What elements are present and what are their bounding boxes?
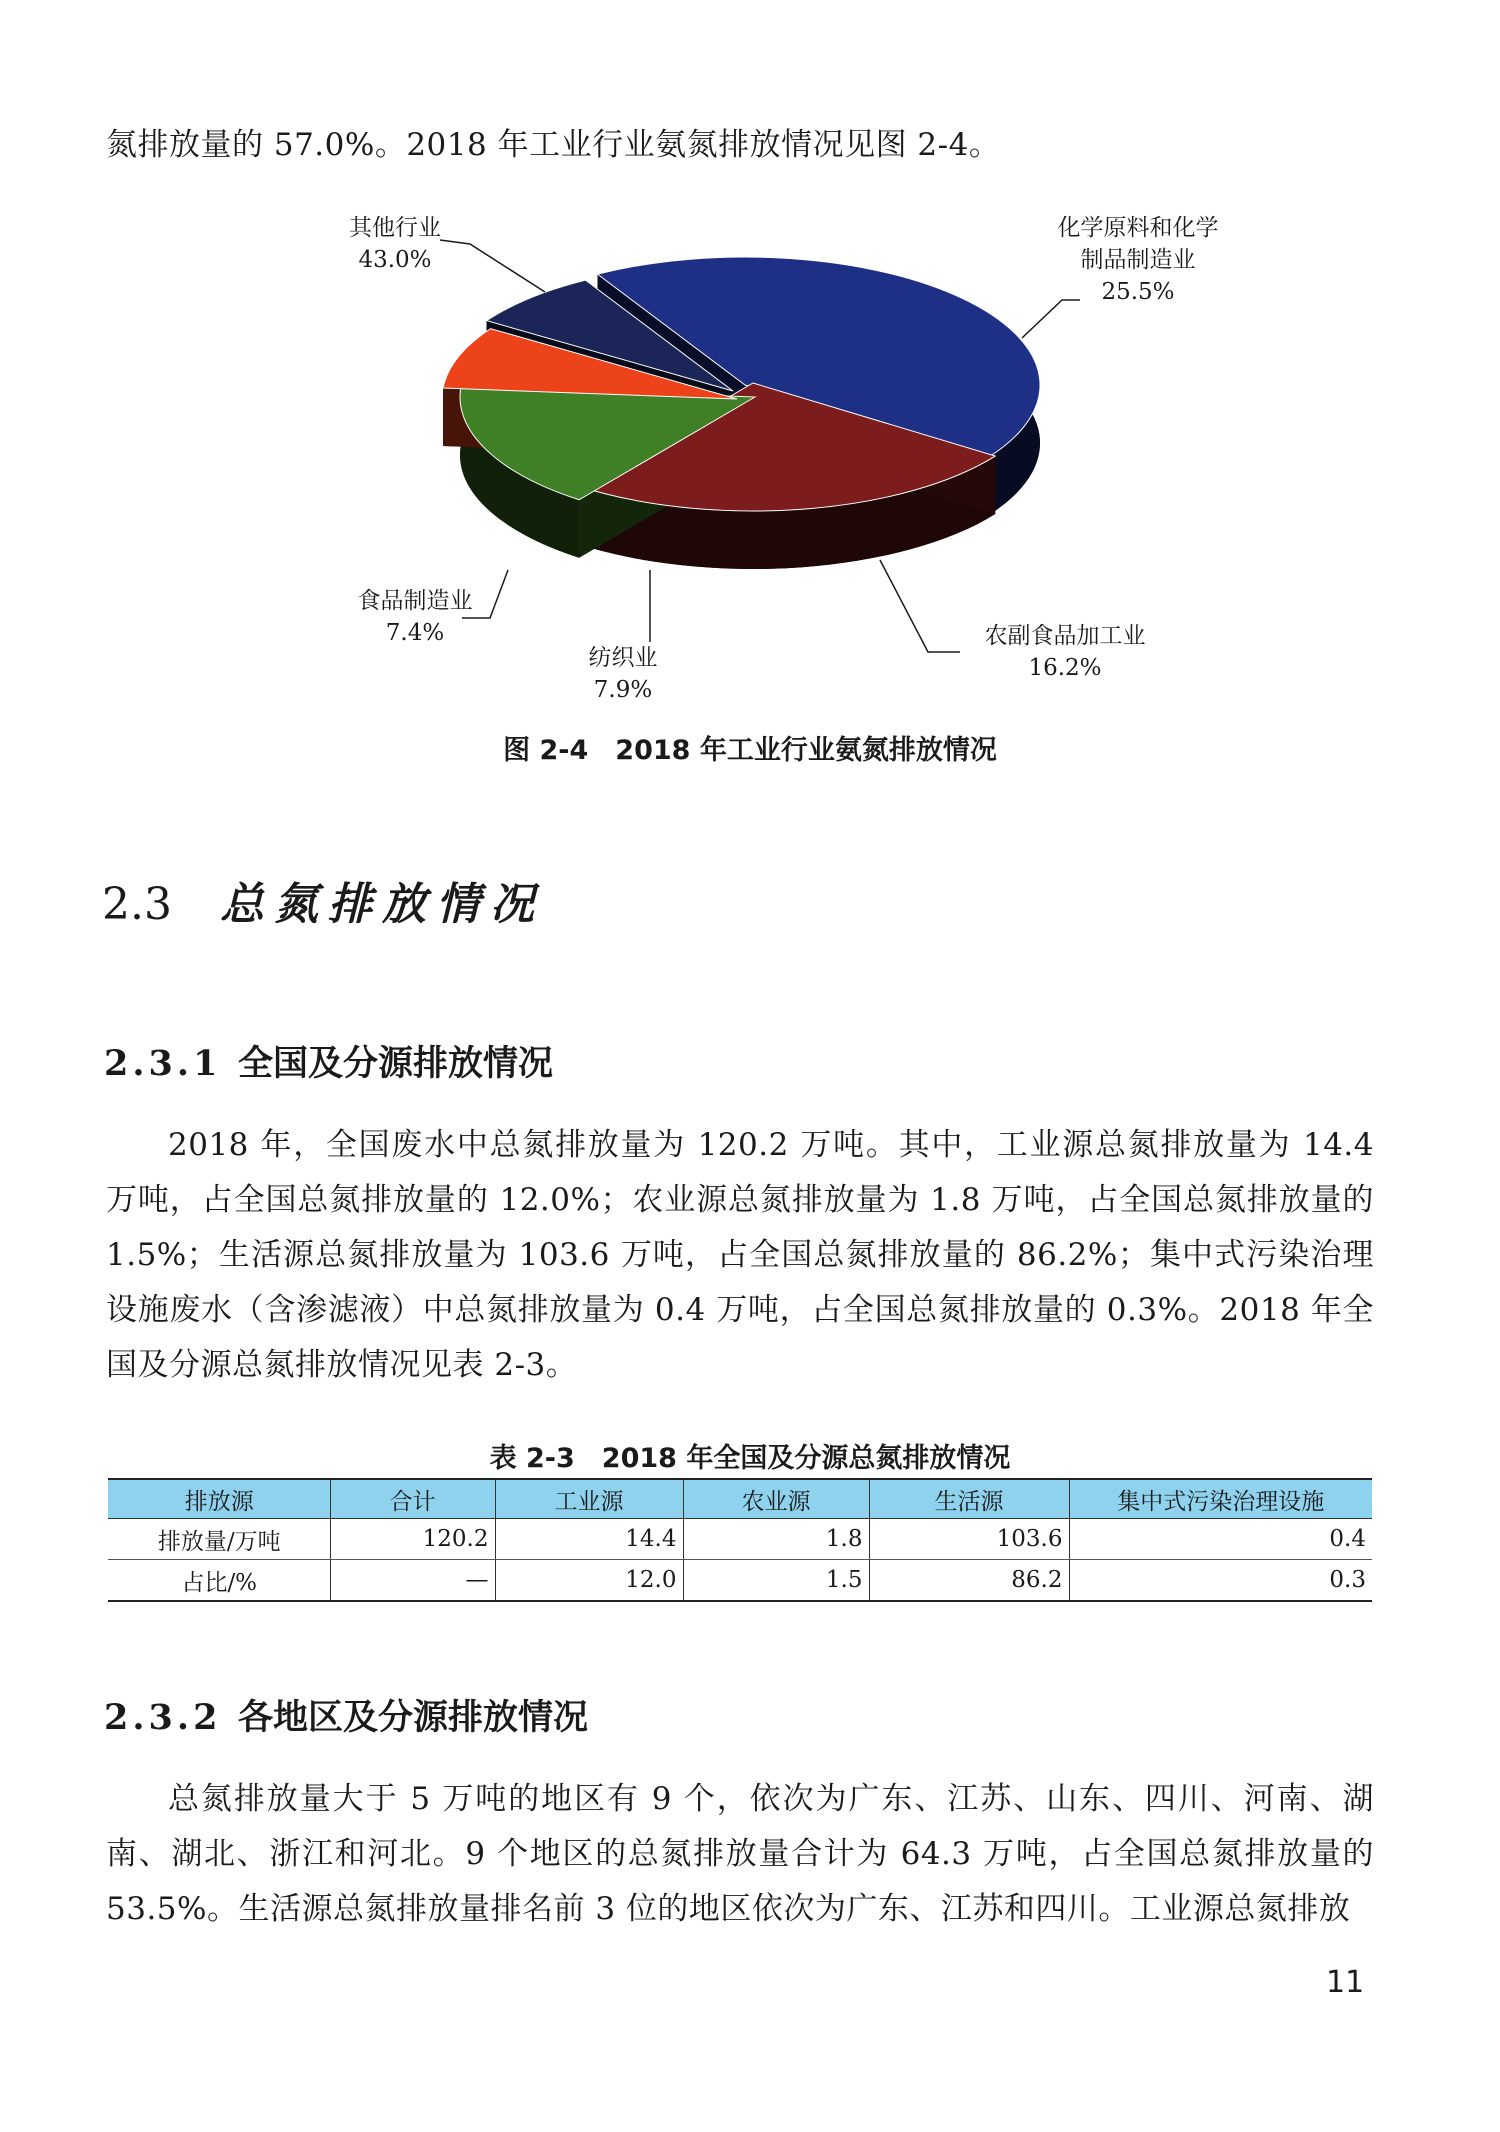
pie-leader-line	[440, 240, 545, 292]
pie-label-name: 制品制造业	[1080, 247, 1196, 273]
pie-label-value: 7.4%	[385, 620, 445, 646]
table-cell: —	[330, 1560, 495, 1602]
subsection-title: 各地区及分源排放情况	[238, 1697, 589, 1738]
pie-chart	[0, 200, 1500, 720]
intro-line: 氮排放量的 57.0%。2018 年工业行业氨氮排放情况见图 2-4。	[106, 127, 1001, 163]
pie-label-value: 16.2%	[1028, 655, 1102, 681]
subsection-heading-2-3-1	[104, 1036, 553, 1086]
table-header-cell: 排放源	[108, 1479, 330, 1519]
pie-label-name: 食品制造业	[357, 588, 473, 614]
pie-label-name: 纺织业	[588, 645, 658, 671]
subsection-title: 全国及分源排放情况	[238, 1043, 554, 1084]
table-header-cell: 农业源	[683, 1479, 869, 1519]
table-row	[108, 1560, 1372, 1602]
pie-leader-line	[1022, 300, 1080, 338]
pie-label-name: 其他行业	[349, 215, 441, 241]
pie-label	[349, 215, 441, 273]
pie-label-value: 7.9%	[593, 677, 653, 703]
table-caption: 表 2-3 2018 年全国及分源总氮排放情况	[489, 1443, 1011, 1474]
pie-label-value: 43.0%	[358, 247, 432, 273]
figure-caption: 图 2-4 2018 年工业行业氨氮排放情况	[503, 735, 997, 766]
paragraph-2-3-1: 2018 年，全国废水中总氮排放量为 120.2 万吨。其中，工业源总氮排放量为 14.4 万吨，占全国总氮排放量的 12.0%；农业源总氮排放量为 1.8 万吨，占全国总氮排放量的 1.5%；生活源总氮排放量为 103.6 万吨，占全国总氮排放量的 86.2%；集中式污染治理设施废水（含渗滤液）中总氮排放量为 0.4 万吨，占全国总氮排放量的 0.3%。2018 年全国及分源总氮排放情况见表 2-3。	[106, 1127, 1374, 1383]
page-number: 11	[1326, 1965, 1365, 2000]
pie-label-value: 25.5%	[1101, 279, 1175, 305]
table-cell: 占比/%	[108, 1560, 330, 1602]
pie-label-name: 化学原料和化学	[1057, 215, 1219, 241]
section-number: 2.3	[102, 879, 172, 930]
subsection-number: 2.3.1	[104, 1043, 222, 1084]
pie-label	[1058, 215, 1219, 305]
table-cell: 1.5	[683, 1560, 869, 1602]
table-cell: 12.0	[495, 1560, 683, 1602]
table-header-row	[108, 1479, 1372, 1519]
table-cell: 排放量/万吨	[108, 1519, 330, 1560]
table-header-cell: 生活源	[869, 1479, 1069, 1519]
table-cell: 86.2	[869, 1560, 1069, 1602]
section-title: 总氮排放情况	[220, 879, 544, 930]
table-cell: 1.8	[683, 1519, 869, 1560]
paragraph-2-3-2: 总氮排放量大于 5 万吨的地区有 9 个，依次为广东、江苏、山东、四川、河南、湖南、湖北、浙江和河北。9 个地区的总氮排放量合计为 64.3 万吨，占全国总氮排放量的 53.5%。生活源总氮排放量排名前 3 位的地区依次为广东、江苏和四川。工业源总氮排放	[106, 1781, 1374, 1927]
table-header-cell: 工业源	[495, 1479, 683, 1519]
table-row	[108, 1519, 1372, 1560]
section-heading-2-3	[102, 868, 544, 932]
subsection-number: 2.3.2	[104, 1697, 222, 1738]
table-cell: 103.6	[869, 1519, 1069, 1560]
table-cell: 120.2	[330, 1519, 495, 1560]
table-header-cell: 集中式污染治理设施	[1069, 1479, 1372, 1519]
pie-label	[358, 588, 473, 646]
pie-label-name: 农副食品加工业	[984, 623, 1146, 649]
pie-label	[589, 645, 658, 703]
subsection-heading-2-3-2	[104, 1690, 588, 1740]
table-header-cell: 合计	[330, 1479, 495, 1519]
table-cell: 14.4	[495, 1519, 683, 1560]
pie-leader-line	[880, 560, 960, 652]
table-cell: 0.3	[1069, 1560, 1372, 1602]
pie-label	[985, 623, 1146, 681]
table-cell: 0.4	[1069, 1519, 1372, 1560]
data-table	[108, 1478, 1372, 1602]
